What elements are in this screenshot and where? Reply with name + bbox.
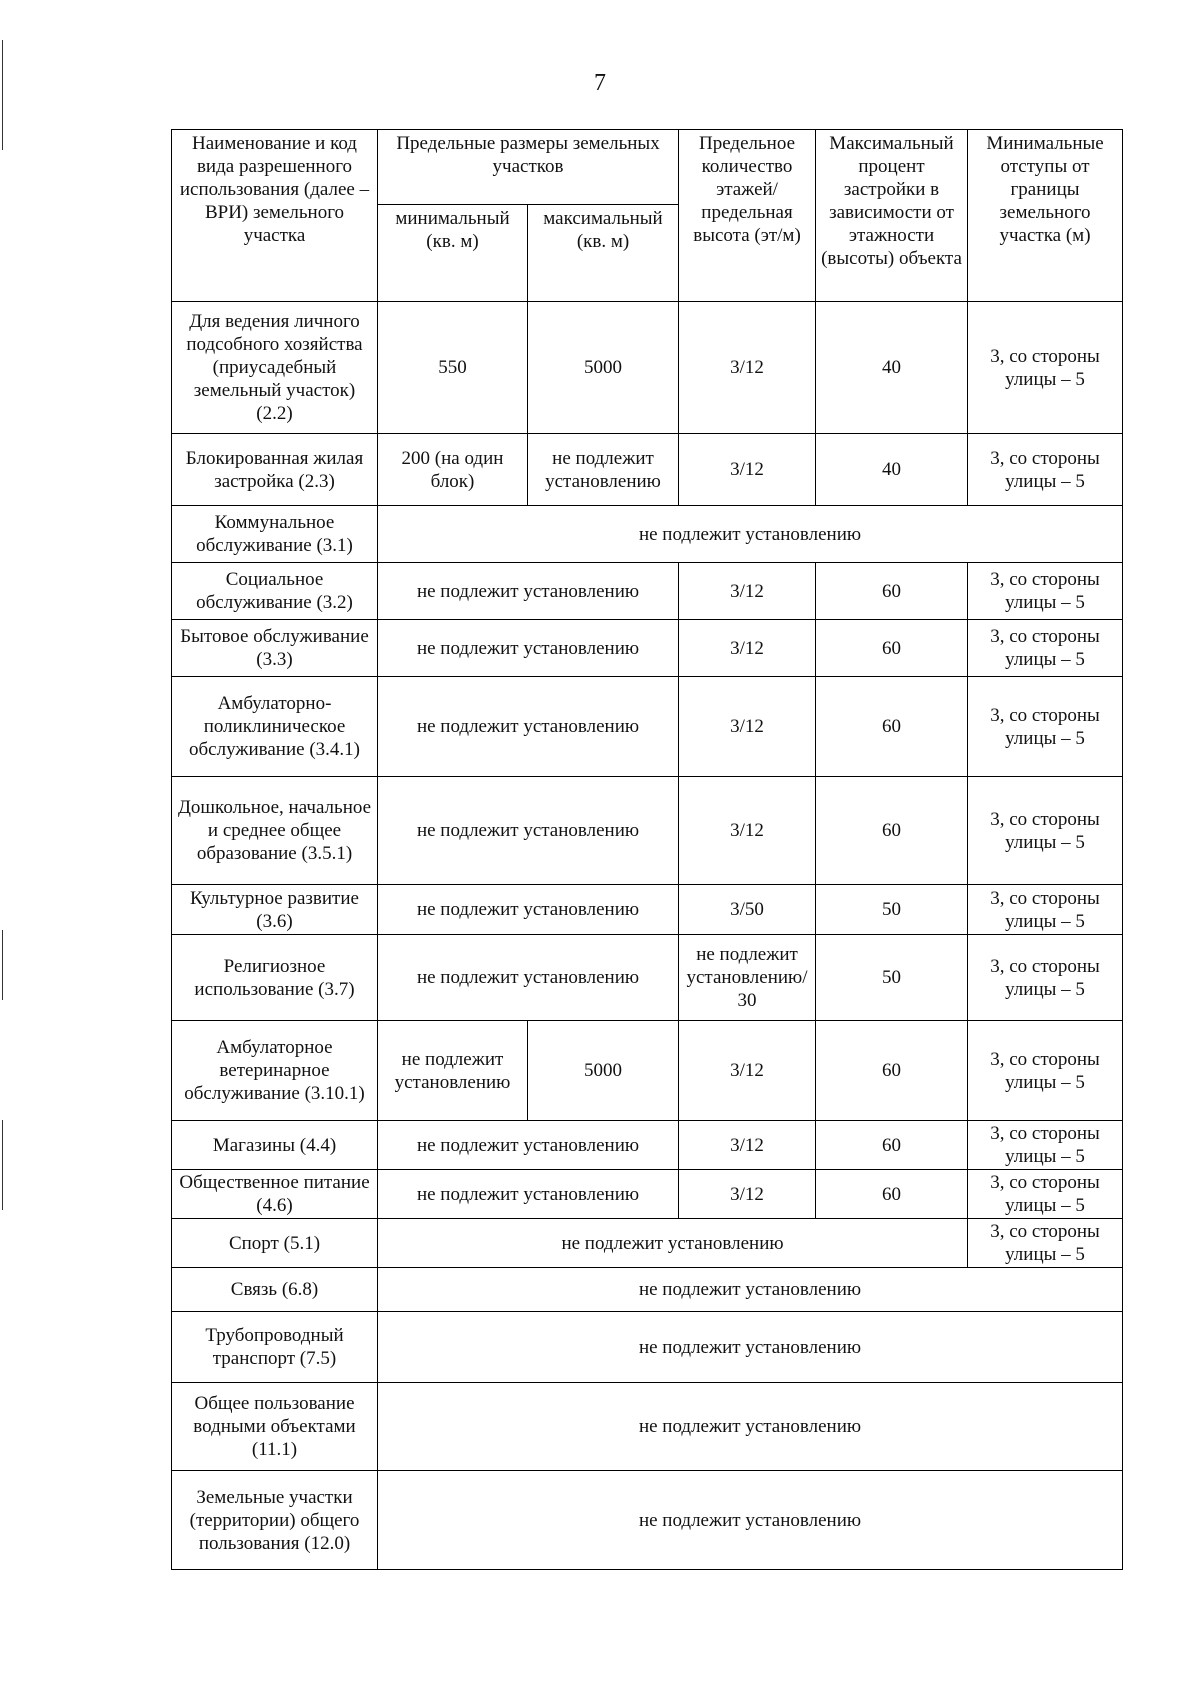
setback: 3, со стороны улицы – 5 (968, 935, 1123, 1021)
use-name: Трубопроводный транспорт (7.5) (172, 1312, 378, 1383)
table-row (172, 885, 1123, 935)
coverage: 60 (816, 620, 968, 677)
merged-value: не подлежит установлению (378, 1219, 968, 1268)
header-coverage: Максимальный процент застройки в зависимости от этажности (высоты) объекта (816, 130, 968, 302)
max-size: 5000 (528, 302, 679, 434)
coverage: 40 (816, 434, 968, 506)
max-size: не подлежит установлению (528, 434, 679, 506)
floors-height: 3/12 (679, 1021, 816, 1121)
floors-height: 3/12 (679, 677, 816, 777)
floors-height: 3/12 (679, 563, 816, 620)
table-row (172, 677, 1123, 777)
sizes-value: не подлежит установлению (378, 1121, 679, 1170)
setback: 3, со стороны улицы – 5 (968, 1021, 1123, 1121)
setback: 3, со стороны улицы – 5 (968, 677, 1123, 777)
min-size: 550 (378, 302, 528, 434)
coverage: 60 (816, 1021, 968, 1121)
table-row (172, 1312, 1123, 1383)
header-min: минимальный (кв. м) (378, 205, 528, 302)
table-row (172, 1170, 1123, 1219)
use-name: Дошкольное, начальное и среднее общее образование (3.5.1) (172, 777, 378, 885)
floors-height: 3/12 (679, 434, 816, 506)
table-row (172, 935, 1123, 1021)
coverage: 60 (816, 1121, 968, 1170)
coverage: 60 (816, 563, 968, 620)
header-setbacks: Минимальные отступы от границы земельного участка (м) (968, 130, 1123, 302)
table-row (172, 563, 1123, 620)
sizes-value: не подлежит установлению (378, 620, 679, 677)
setback: 3, со стороны улицы – 5 (968, 885, 1123, 935)
merged-value: не подлежит установлению (378, 1471, 1123, 1570)
setback: 3, со стороны улицы – 5 (968, 1219, 1123, 1268)
header-row (172, 130, 1123, 205)
sizes-value: не подлежит установлению (378, 935, 679, 1021)
setback: 3, со стороны улицы – 5 (968, 1121, 1123, 1170)
floors-height: 3/12 (679, 777, 816, 885)
use-name: Блокированная жилая застройка (2.3) (172, 434, 378, 506)
merged-value: не подлежит установлению (378, 506, 1123, 563)
use-name: Амбулаторное ветеринарное обслуживание (3.10.1) (172, 1021, 378, 1121)
coverage: 40 (816, 302, 968, 434)
sizes-value: не подлежит установлению (378, 563, 679, 620)
sizes-value: не подлежит установлению (378, 885, 679, 935)
max-size: 5000 (528, 1021, 679, 1121)
scan-edge-mark (2, 930, 3, 1000)
table-row (172, 434, 1123, 506)
header-max: максимальный (кв. м) (528, 205, 679, 302)
coverage: 60 (816, 777, 968, 885)
header-plot-sizes: Предельные размеры земельных участков (378, 130, 679, 205)
coverage: 50 (816, 885, 968, 935)
sizes-value: не подлежит установлению (378, 677, 679, 777)
use-name: Для ведения личного подсобного хозяйства (приусадебный земельный участок) (2.2) (172, 302, 378, 434)
merged-value: не подлежит установлению (378, 1268, 1123, 1312)
table-row (172, 1121, 1123, 1170)
floors-height: 3/12 (679, 1170, 816, 1219)
table-row (172, 302, 1123, 434)
use-name: Религиозное использование (3.7) (172, 935, 378, 1021)
sizes-value: не подлежит установлению (378, 1170, 679, 1219)
min-size: не подлежит установлению (378, 1021, 528, 1121)
table-row (172, 1383, 1123, 1471)
floors-height: 3/12 (679, 620, 816, 677)
coverage: 60 (816, 1170, 968, 1219)
use-name: Бытовое обслуживание (3.3) (172, 620, 378, 677)
floors-height: 3/12 (679, 1121, 816, 1170)
table-row (172, 777, 1123, 885)
use-name: Связь (6.8) (172, 1268, 378, 1312)
setback: 3, со стороны улицы – 5 (968, 620, 1123, 677)
coverage: 60 (816, 677, 968, 777)
use-name: Общественное питание (4.6) (172, 1170, 378, 1219)
setback: 3, со стороны улицы – 5 (968, 434, 1123, 506)
table-row (172, 1268, 1123, 1312)
use-name: Общее пользование водными объектами (11.1) (172, 1383, 378, 1471)
scan-edge-mark (2, 40, 3, 150)
use-name: Культурное развитие (3.6) (172, 885, 378, 935)
setback: 3, со стороны улицы – 5 (968, 777, 1123, 885)
use-name: Магазины (4.4) (172, 1121, 378, 1170)
coverage: 50 (816, 935, 968, 1021)
merged-value: не подлежит установлению (378, 1383, 1123, 1471)
floors-height: 3/12 (679, 302, 816, 434)
page-number: 7 (594, 70, 606, 96)
use-name: Спорт (5.1) (172, 1219, 378, 1268)
table-row (172, 506, 1123, 563)
setback: 3, со стороны улицы – 5 (968, 302, 1123, 434)
floors-height: не подлежит установлению/ 30 (679, 935, 816, 1021)
table-row (172, 620, 1123, 677)
header-name: Наименование и код вида разрешенного использования (далее – ВРИ) земельного участка (172, 130, 378, 302)
min-size: 200 (на один блок) (378, 434, 528, 506)
table-row (172, 1021, 1123, 1121)
header-floors: Предельное количество этажей/ предельная высота (эт/м) (679, 130, 816, 302)
table-row (172, 1471, 1123, 1570)
use-name: Земельные участки (территории) общего пользования (12.0) (172, 1471, 378, 1570)
setback: 3, со стороны улицы – 5 (968, 563, 1123, 620)
zoning-parameters-table (171, 129, 1123, 1570)
sizes-value: не подлежит установлению (378, 777, 679, 885)
use-name: Коммунальное обслуживание (3.1) (172, 506, 378, 563)
use-name: Амбулаторно-поликлиническое обслуживание (3.4.1) (172, 677, 378, 777)
setback: 3, со стороны улицы – 5 (968, 1170, 1123, 1219)
use-name: Социальное обслуживание (3.2) (172, 563, 378, 620)
merged-value: не подлежит установлению (378, 1312, 1123, 1383)
floors-height: 3/50 (679, 885, 816, 935)
table-row (172, 1219, 1123, 1268)
scan-edge-mark (2, 1120, 3, 1210)
